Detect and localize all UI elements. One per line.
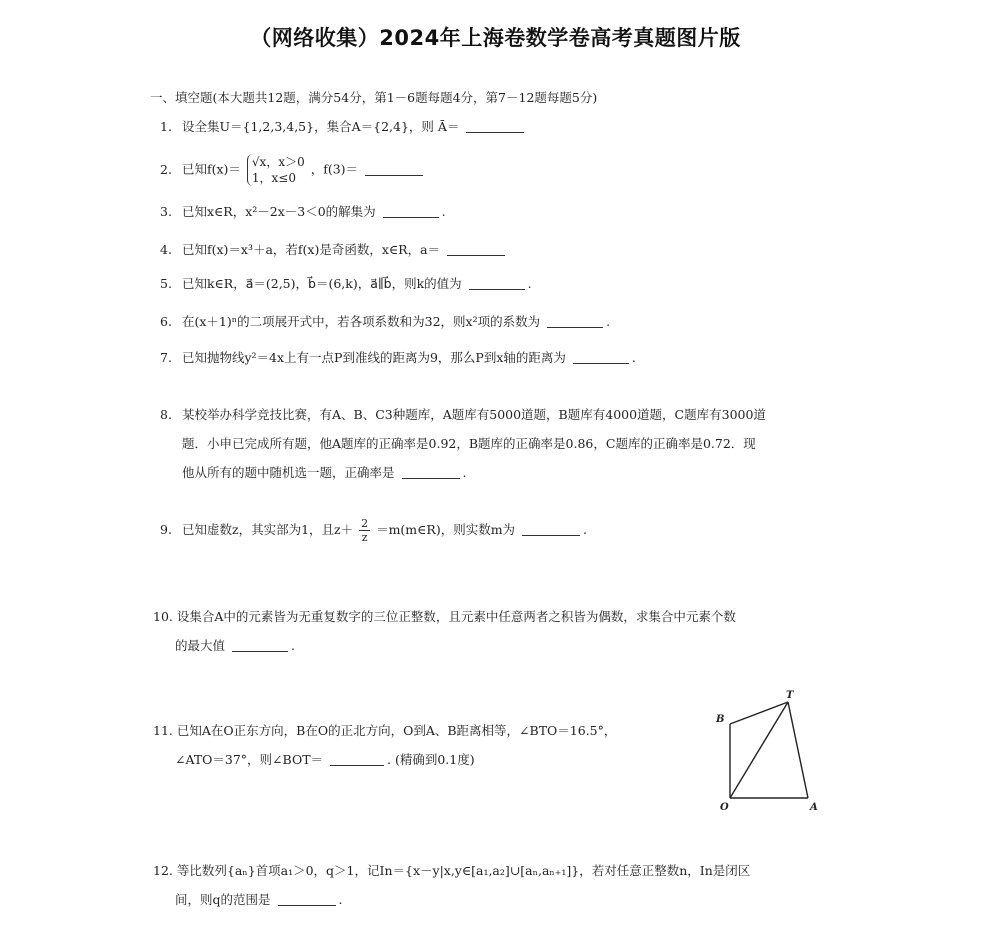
question-text-line-1: 设集合A中的元素皆为无重复数字的三位正整数，且元素中任意两者之积皆为偶数，求集合中元素个数 bbox=[176, 609, 736, 624]
question-end: . bbox=[462, 465, 467, 480]
answer-blank bbox=[469, 288, 525, 290]
answer-blank bbox=[232, 650, 288, 652]
answer-blank bbox=[365, 174, 423, 176]
question-1 bbox=[160, 112, 527, 141]
question-number: 12. bbox=[153, 863, 173, 878]
label-t: T bbox=[786, 690, 794, 701]
question-end: . (精确到0.1度) bbox=[387, 752, 475, 767]
section-header: 一、填空题(本大题共12题，满分54分，第1－6题每题4分，第7－12题每题5分) bbox=[150, 90, 598, 105]
question-end: . bbox=[631, 350, 636, 365]
answer-blank bbox=[573, 362, 629, 364]
question-text-line-2: 间，则q的范围是 bbox=[175, 892, 271, 907]
question-number: 11. bbox=[153, 723, 173, 738]
question-text-line-1: 已知A在O正东方向，B在O的正北方向，O到A、B距离相等，∠BTO＝16.5°， bbox=[176, 723, 617, 738]
question-12 bbox=[153, 856, 750, 914]
question-text: 在(x＋1)ⁿ的二项展开式中，若各项系数和为32，则x²项的系数为 bbox=[181, 314, 541, 329]
question-text: 已知k∈R，a⃗＝(2,5)，b⃗＝(6,k)，a⃗∥b⃗，则k的值为 bbox=[181, 276, 462, 291]
question-number: 10. bbox=[153, 609, 173, 624]
question-end: . bbox=[291, 638, 295, 653]
answer-blank bbox=[402, 477, 460, 479]
segment-bt bbox=[730, 702, 788, 724]
segment-ot bbox=[730, 702, 788, 798]
answer-blank bbox=[383, 216, 439, 218]
piece-case-2: 1，x≤0 bbox=[251, 171, 296, 185]
question-text: 已知f(x)＝ bbox=[181, 161, 241, 177]
question-text-line-1: 某校举办科学竞技比赛，有A、B、C3种题库，A题库有5000道题，B题库有4000道题，C题库有3000道 bbox=[181, 407, 766, 422]
question-number: 7. bbox=[160, 350, 172, 365]
question-number: 5. bbox=[160, 276, 172, 291]
question-number: 2. bbox=[160, 161, 172, 177]
segment-ta bbox=[788, 702, 808, 798]
question-4 bbox=[160, 235, 508, 264]
question-end: . bbox=[441, 204, 446, 219]
question-number: 8. bbox=[160, 407, 172, 422]
question-text: 设全集U＝{1,2,3,4,5}，集合A＝{2,4}，则 Ā＝ bbox=[181, 119, 460, 134]
question-text: 已知抛物线y²＝4x上有一点P到准线的距离为9，那么P到x轴的距离为 bbox=[181, 350, 566, 365]
question-10 bbox=[153, 602, 736, 660]
question-text-tail: ＝m(m∈R)，则实数m为 bbox=[376, 522, 516, 537]
question-6 bbox=[160, 307, 610, 336]
question-9 bbox=[160, 515, 587, 544]
question-5 bbox=[160, 269, 532, 298]
question-number: 4. bbox=[160, 242, 172, 257]
question-number: 3. bbox=[160, 204, 172, 219]
piecewise-function bbox=[247, 154, 305, 186]
question-8 bbox=[160, 400, 766, 487]
question-end: . bbox=[527, 276, 532, 291]
label-b: B bbox=[716, 714, 725, 725]
fraction-denominator: z bbox=[361, 531, 368, 544]
question-text-tail: ，f(3)＝ bbox=[310, 161, 359, 177]
question-7 bbox=[160, 343, 636, 372]
question-11 bbox=[153, 716, 616, 774]
page-title: （网络收集）2024年上海卷数学卷高考真题图片版 bbox=[250, 26, 741, 50]
question-text-line-3: 他从所有的题中随机选一题，正确率是 bbox=[182, 465, 395, 480]
answer-blank bbox=[547, 326, 603, 328]
question-number: 9. bbox=[160, 522, 172, 537]
geometry-figure bbox=[712, 688, 832, 813]
question-text: 已知f(x)＝x³＋a，若f(x)是奇函数，x∈R，a＝ bbox=[181, 242, 441, 257]
answer-blank bbox=[278, 904, 336, 906]
question-text-line-1: 等比数列{aₙ}首项a₁＞0，q＞1，记In＝{x－y|x,y∈[a₁,a₂]∪[aₙ,aₙ₊₁]}，若对任意正整数n，In是闭区 bbox=[176, 863, 751, 878]
label-a: A bbox=[810, 802, 818, 813]
question-text-line-2: 题．小申已完成所有题，他A题库的正确率是0.92，B题库的正确率是0.86，C题库的正确率是0.72．现 bbox=[182, 436, 756, 451]
answer-blank bbox=[330, 764, 384, 766]
answer-blank bbox=[466, 131, 524, 133]
question-text-line-2: 的最大值 bbox=[175, 638, 226, 653]
question-end: . bbox=[338, 892, 343, 907]
question-3 bbox=[160, 197, 446, 226]
fraction bbox=[359, 517, 370, 544]
question-2 bbox=[160, 154, 426, 186]
question-number: 1. bbox=[160, 119, 172, 134]
question-text-line-2: ∠ATO＝37°，则∠BOT＝ bbox=[175, 752, 324, 767]
question-text: 已知虚数z，其实部为1，且z＋ bbox=[181, 522, 354, 537]
answer-blank bbox=[522, 534, 580, 536]
fraction-numerator: 2 bbox=[361, 517, 369, 530]
piece-case-1: √x，x＞0 bbox=[251, 155, 305, 169]
question-end: . bbox=[606, 314, 611, 329]
question-text: 已知x∈R，x²－2x－3＜0的解集为 bbox=[181, 204, 376, 219]
question-number: 6. bbox=[160, 314, 172, 329]
label-o: O bbox=[720, 802, 729, 813]
answer-blank bbox=[447, 254, 505, 256]
question-end: . bbox=[583, 522, 588, 537]
